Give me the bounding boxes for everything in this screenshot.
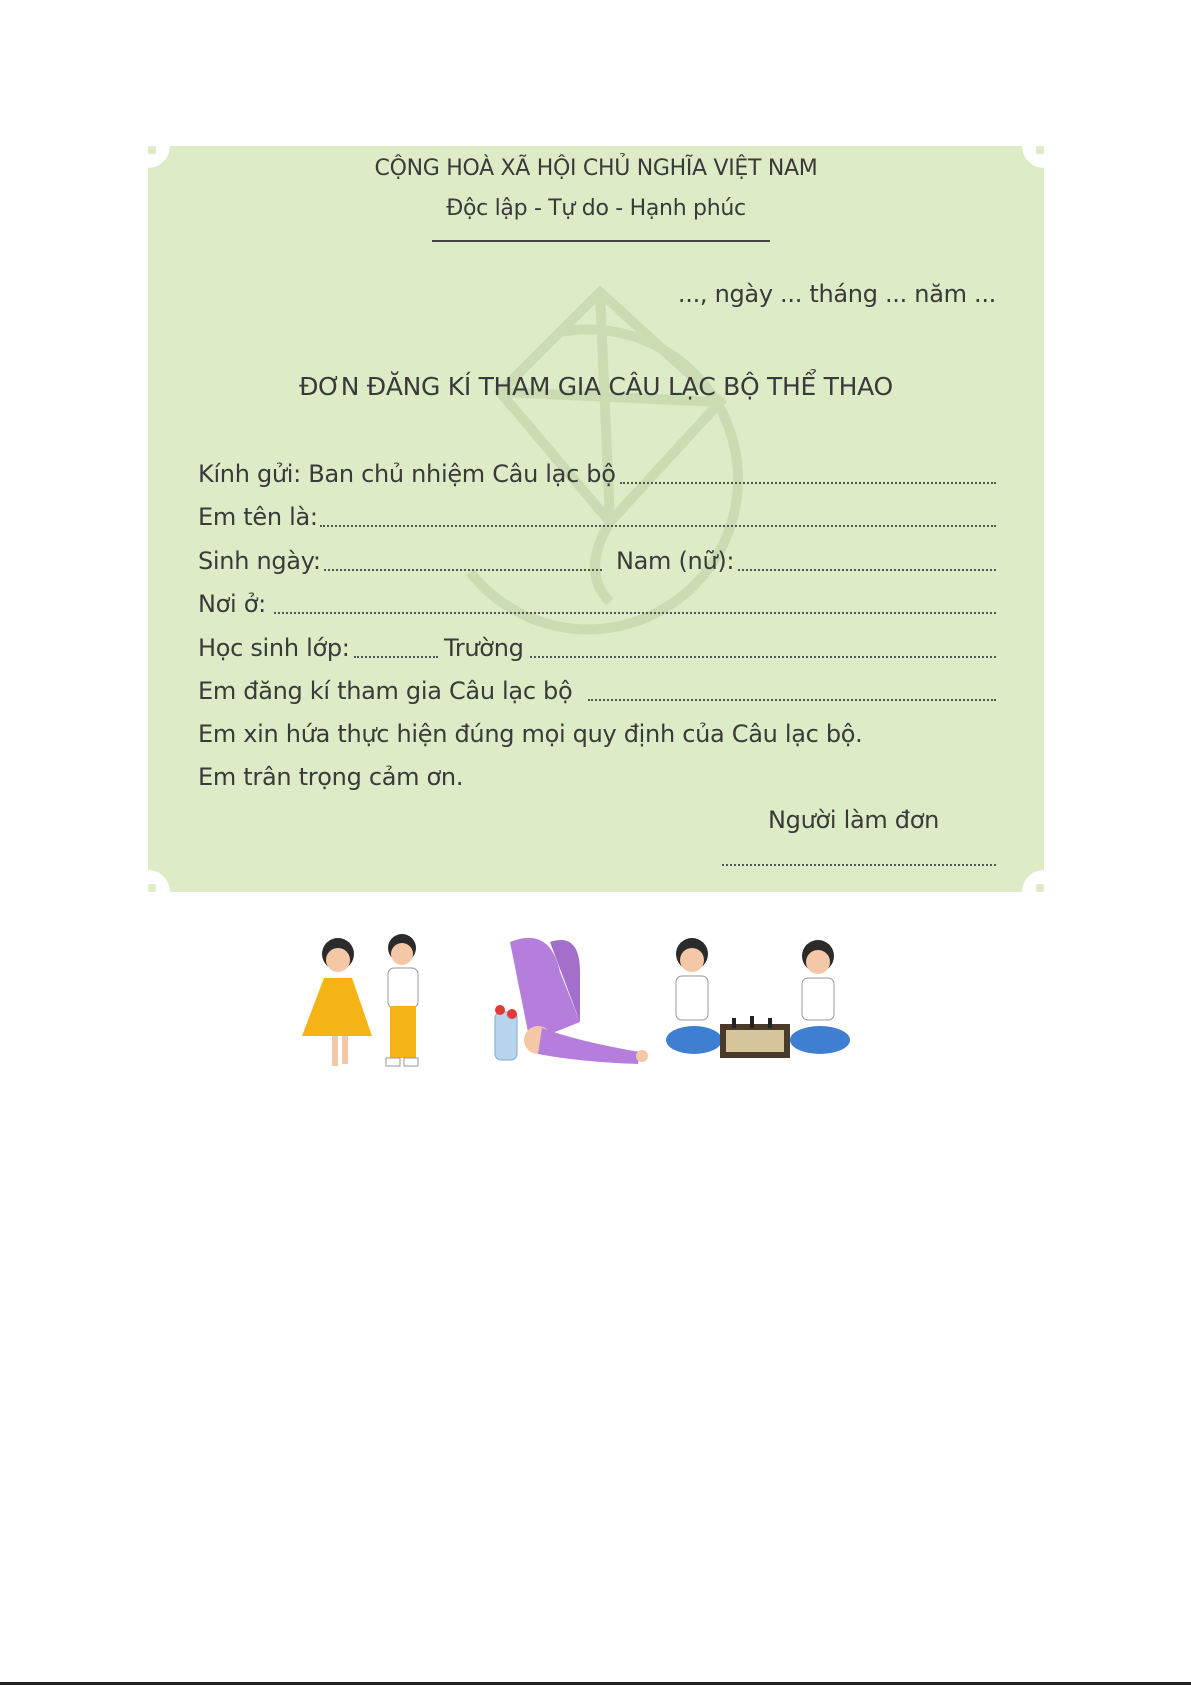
- class-field[interactable]: [354, 656, 438, 658]
- dancing-children-illustration: [302, 934, 418, 1066]
- corner-ornament: [1022, 870, 1048, 896]
- club-activities-illustration: [280, 932, 900, 1082]
- birthdate-label: Sinh ngày:: [198, 547, 321, 575]
- addressee-label: Kính gửi: Ban chủ nhiệm Câu lạc bộ: [198, 460, 616, 488]
- signer-label: Người làm đơn: [768, 806, 939, 834]
- republic-heading: CỘNG HOÀ XÃ HỘI CHỦ NGHĨA VIỆT NAM: [374, 156, 818, 181]
- birthdate-field[interactable]: [324, 569, 602, 571]
- chess-children-illustration: [666, 938, 850, 1058]
- gender-field[interactable]: [738, 569, 996, 571]
- signature-field[interactable]: [722, 864, 996, 866]
- corner-ornament: [144, 870, 170, 896]
- promise-text: Em xin hứa thực hiện đúng mọi quy định của Câu lạc bộ.: [198, 720, 863, 748]
- addressee-field[interactable]: [620, 482, 996, 484]
- name-label: Em tên là:: [198, 503, 318, 531]
- school-label: Trường: [444, 634, 524, 662]
- motto-underline: [432, 240, 770, 242]
- name-field[interactable]: [320, 525, 996, 527]
- address-label: Nơi ở:: [198, 590, 266, 618]
- form-title: ĐƠN ĐĂNG KÍ THAM GIA CÂU LẠC BỘ THỂ THAO: [299, 372, 893, 401]
- registration-form-card: [148, 146, 1044, 892]
- class-label: Học sinh lớp:: [198, 634, 350, 662]
- school-field[interactable]: [530, 656, 996, 658]
- address-field[interactable]: [274, 612, 996, 614]
- date-line: ..., ngày ... tháng ... năm ...: [677, 280, 996, 308]
- thanks-text: Em trân trọng cảm ơn.: [198, 763, 464, 791]
- gender-label: Nam (nữ):: [616, 547, 735, 575]
- contortionist-illustration: [495, 938, 648, 1064]
- motto: Độc lập - Tự do - Hạnh phúc: [446, 196, 746, 221]
- club-field[interactable]: [588, 699, 996, 701]
- club-label: Em đăng kí tham gia Câu lạc bộ: [198, 677, 573, 705]
